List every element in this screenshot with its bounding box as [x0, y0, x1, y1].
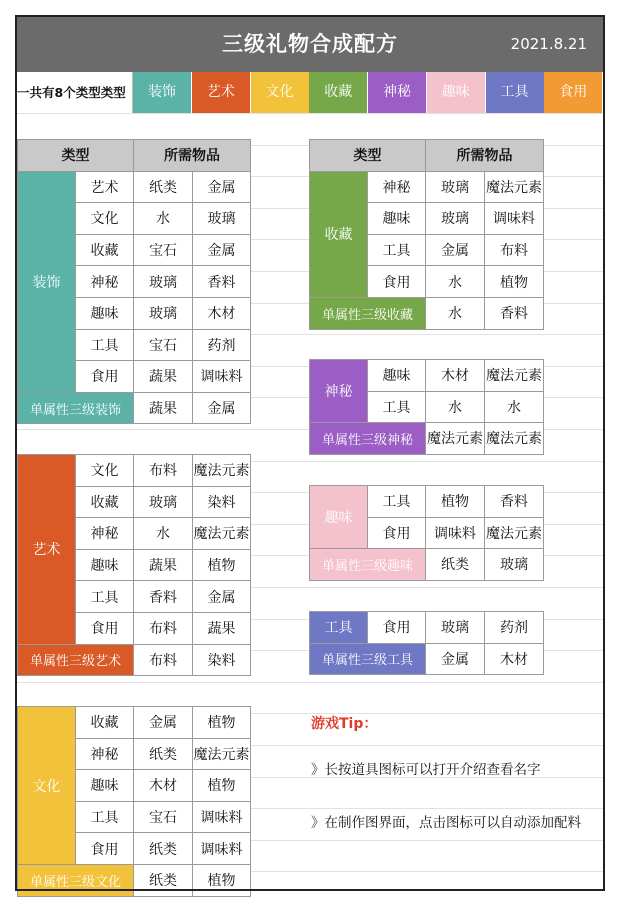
category-cell: 装饰 [17, 171, 76, 393]
ingredient-cell: 宝石 [133, 801, 193, 834]
category-cell: 收藏 [309, 171, 368, 298]
tip-title: 游戏Tip： [311, 716, 378, 732]
combo-type-cell: 食用 [367, 611, 426, 644]
ingredient-cell: 蔬果 [133, 392, 193, 425]
ingredient-cell: 玻璃 [425, 202, 485, 235]
ingredient-cell: 植物 [425, 485, 485, 518]
ingredient-cell: 玻璃 [192, 202, 251, 235]
ingredient-cell: 纸类 [133, 738, 193, 771]
combo-type-cell: 食用 [75, 612, 134, 645]
page-title: 三级礼物合成配方 [222, 32, 398, 56]
ingredient-cell: 魔法元素 [484, 422, 544, 455]
ingredient-cell: 药剂 [484, 611, 544, 644]
ingredient-cell: 药剂 [192, 329, 251, 362]
combo-type-cell: 工具 [75, 329, 134, 362]
combo-type-cell: 趣味 [75, 297, 134, 330]
type-chip: 文化 [251, 72, 309, 113]
single-attribute-label: 单属性三级收藏 [309, 297, 426, 330]
combo-type-cell: 趣味 [75, 549, 134, 582]
category-cell: 文化 [17, 706, 76, 865]
category-cell: 艺术 [17, 454, 76, 645]
combo-type-cell: 收藏 [75, 486, 134, 519]
header-type: 类型 [17, 139, 134, 172]
combo-type-cell: 收藏 [75, 706, 134, 739]
ingredient-cell: 魔法元素 [192, 454, 251, 487]
header-items: 所需物品 [425, 139, 544, 172]
ingredient-cell: 蔬果 [192, 612, 251, 645]
ingredient-cell: 蔬果 [133, 360, 193, 393]
ingredient-cell: 木材 [133, 769, 193, 802]
ingredient-cell: 纸类 [133, 171, 193, 204]
single-attribute-label: 单属性三级工具 [309, 643, 426, 676]
type-chip: 收藏 [309, 72, 367, 113]
ingredient-cell: 蔬果 [133, 549, 193, 582]
category-cell: 工具 [309, 611, 368, 644]
ingredient-cell: 玻璃 [133, 486, 193, 519]
ingredient-cell: 魔法元素 [192, 517, 251, 550]
combo-type-cell: 神秘 [75, 517, 134, 550]
ingredient-cell: 香料 [133, 580, 193, 613]
combo-type-cell: 工具 [367, 391, 426, 424]
types-row [17, 72, 603, 113]
combo-type-cell: 神秘 [75, 265, 134, 298]
ingredient-cell: 植物 [484, 265, 544, 298]
combo-type-cell: 食用 [75, 832, 134, 865]
single-attribute-label: 单属性三级趣味 [309, 548, 426, 581]
combo-type-cell: 工具 [367, 485, 426, 518]
ingredient-cell: 调味料 [192, 360, 251, 393]
ingredient-cell: 魔法元素 [484, 359, 544, 392]
ingredient-cell: 布料 [133, 454, 193, 487]
combo-type-cell: 趣味 [75, 769, 134, 802]
ingredient-cell: 魔法元素 [484, 517, 544, 550]
ingredient-cell: 木材 [192, 297, 251, 330]
header-items: 所需物品 [133, 139, 251, 172]
ingredient-cell: 水 [425, 391, 485, 424]
ingredient-cell: 魔法元素 [192, 738, 251, 771]
type-chip: 趣味 [427, 72, 485, 113]
combo-type-cell: 趣味 [367, 359, 426, 392]
type-chip: 食用 [544, 72, 602, 113]
header-type: 类型 [309, 139, 426, 172]
ingredient-cell: 水 [425, 297, 485, 330]
single-attribute-label: 单属性三级装饰 [17, 392, 134, 425]
ingredient-cell: 金属 [192, 171, 251, 204]
single-attribute-label: 单属性三级文化 [17, 864, 134, 897]
single-attribute-label: 单属性三级艺术 [17, 644, 134, 677]
type-chip: 装饰 [133, 72, 191, 113]
tip-item: 》长按道具图标可以打开介绍查看名字 [311, 762, 541, 778]
ingredient-cell: 宝石 [133, 329, 193, 362]
ingredient-cell: 水 [133, 517, 193, 550]
ingredient-cell: 香料 [192, 265, 251, 298]
category-cell: 神秘 [309, 359, 368, 423]
date-label: 2021.8.21 [510, 35, 587, 53]
ingredient-cell: 布料 [133, 612, 193, 645]
ingredient-cell: 布料 [484, 234, 544, 267]
combo-type-cell: 工具 [75, 580, 134, 613]
ingredient-cell: 木材 [484, 643, 544, 676]
combo-type-cell: 神秘 [367, 171, 426, 204]
grid-line [17, 113, 603, 114]
ingredient-cell: 木材 [425, 359, 485, 392]
combo-type-cell: 食用 [367, 517, 426, 550]
type-chip: 艺术 [192, 72, 250, 113]
combo-type-cell: 食用 [75, 360, 134, 393]
ingredient-cell: 金属 [425, 234, 485, 267]
category-cell: 趣味 [309, 485, 368, 549]
ingredient-cell: 调味料 [192, 801, 251, 834]
ingredient-cell: 纸类 [133, 832, 193, 865]
ingredient-cell: 布料 [133, 644, 193, 677]
ingredient-cell: 魔法元素 [484, 171, 544, 204]
ingredient-cell: 玻璃 [484, 548, 544, 581]
ingredient-cell: 调味料 [425, 517, 485, 550]
combo-type-cell: 艺术 [75, 171, 134, 204]
combo-type-cell: 趣味 [367, 202, 426, 235]
single-attribute-label: 单属性三级神秘 [309, 422, 426, 455]
ingredient-cell: 水 [484, 391, 544, 424]
ingredient-cell: 玻璃 [425, 611, 485, 644]
combo-type-cell: 收藏 [75, 234, 134, 267]
combo-type-cell: 工具 [367, 234, 426, 267]
ingredient-cell: 玻璃 [133, 297, 193, 330]
ingredient-cell: 金属 [192, 392, 251, 425]
ingredient-cell: 金属 [425, 643, 485, 676]
ingredient-cell: 宝石 [133, 234, 193, 267]
ingredient-cell: 香料 [484, 297, 544, 330]
combo-type-cell: 文化 [75, 454, 134, 487]
grid-line [17, 682, 603, 683]
ingredient-cell: 植物 [192, 549, 251, 582]
ingredient-cell: 调味料 [484, 202, 544, 235]
ingredient-cell: 纸类 [133, 864, 193, 897]
type-chip: 神秘 [368, 72, 426, 113]
ingredient-cell: 植物 [192, 769, 251, 802]
types-label: 一共有8个类型类型 [17, 72, 133, 113]
combo-type-cell: 文化 [75, 202, 134, 235]
ingredient-cell: 魔法元素 [425, 422, 485, 455]
ingredient-cell: 金属 [133, 706, 193, 739]
ingredient-cell: 香料 [484, 485, 544, 518]
ingredient-cell: 水 [425, 265, 485, 298]
ingredient-cell: 染料 [192, 486, 251, 519]
combo-type-cell: 工具 [75, 801, 134, 834]
tip-item: 》在制作图界面，点击图标可以自动添加配料 [311, 815, 581, 831]
ingredient-cell: 染料 [192, 644, 251, 677]
ingredient-cell: 调味料 [192, 832, 251, 865]
title-bar [17, 17, 603, 72]
ingredient-cell: 玻璃 [133, 265, 193, 298]
ingredient-cell: 金属 [192, 234, 251, 267]
combo-type-cell: 神秘 [75, 738, 134, 771]
ingredient-cell: 水 [133, 202, 193, 235]
ingredient-cell: 植物 [192, 706, 251, 739]
ingredient-cell: 金属 [192, 580, 251, 613]
ingredient-cell: 植物 [192, 864, 251, 897]
ingredient-cell: 纸类 [425, 548, 485, 581]
combo-type-cell: 食用 [367, 265, 426, 298]
type-chip: 工具 [486, 72, 544, 113]
ingredient-cell: 玻璃 [425, 171, 485, 204]
